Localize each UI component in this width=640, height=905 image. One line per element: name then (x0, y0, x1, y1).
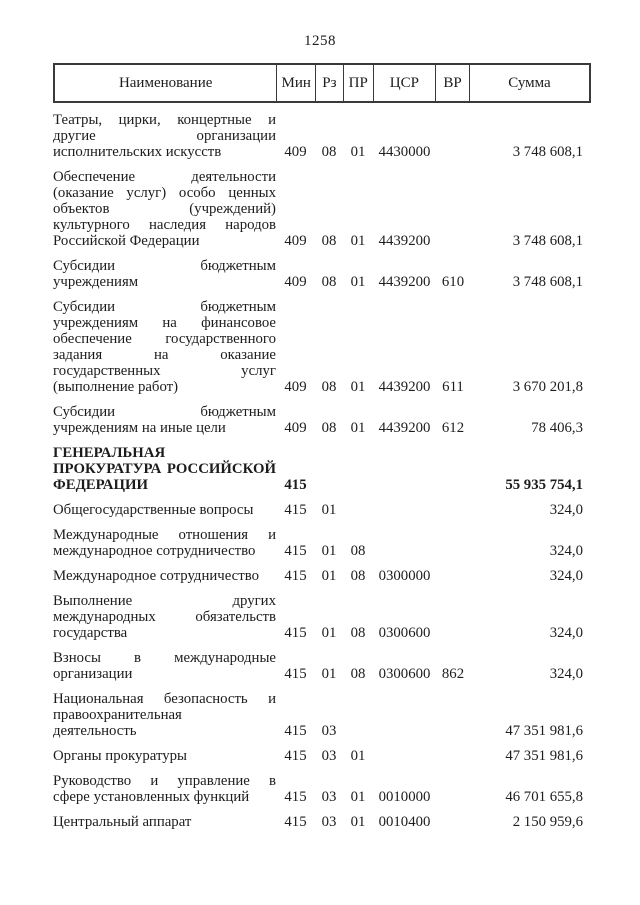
row-pr: 01 (350, 274, 366, 290)
row-rz: 03 (321, 814, 337, 830)
row-name-line: учреждениям на иные цели (53, 420, 226, 436)
row-min: 409 (284, 144, 307, 160)
row-pr: 01 (350, 814, 366, 830)
row-name (53, 593, 276, 641)
row-min: 415 (284, 568, 307, 584)
row-vr: 611 (442, 379, 464, 395)
row-rz: 01 (321, 625, 337, 641)
row-sum: 3 748 608,1 (512, 233, 583, 249)
row-name-line: Органы прокуратуры (53, 748, 187, 764)
row-sum: 55 935 754,1 (505, 477, 583, 493)
table-row (53, 691, 591, 739)
row-name-line: исполнительских искусств (53, 144, 222, 160)
row-pr: 08 (350, 666, 366, 682)
row-name-line: Субсидии бюджетным (53, 299, 276, 315)
row-sum: 2 150 959,6 (512, 814, 583, 830)
row-sum: 46 701 655,8 (505, 789, 583, 805)
row-pr: 01 (350, 420, 366, 436)
row-name (53, 650, 276, 682)
row-name-line: Субсидии бюджетным (53, 258, 276, 274)
row-csr: 0010000 (378, 789, 431, 805)
table-row (53, 568, 591, 584)
row-name-line: Руководство и управление в (53, 773, 276, 789)
column-header-sum: Сумма (469, 65, 589, 101)
row-csr: 4439200 (378, 274, 431, 290)
row-name-line: Выполнение других (53, 593, 276, 609)
row-name-line: культурного наследия народов (53, 217, 276, 233)
row-name-line: Театры, цирки, концертные и (53, 112, 276, 128)
table-row (53, 299, 591, 395)
row-name-line: учреждениям (53, 274, 139, 290)
table-row (53, 258, 591, 290)
table-row (53, 445, 591, 493)
row-name-line: объектов (учреждений) (53, 201, 276, 217)
row-name-line: международных обязательств (53, 609, 276, 625)
row-name (53, 112, 276, 160)
row-name-line: Международное сотрудничество (53, 568, 259, 584)
row-rz: 08 (321, 233, 337, 249)
row-name (53, 169, 276, 249)
column-header-name: Наименование (118, 74, 213, 91)
row-min: 415 (284, 723, 307, 739)
row-min: 409 (284, 233, 307, 249)
row-name-line: государства (53, 625, 128, 641)
table-row (53, 748, 591, 764)
row-sum: 324,0 (549, 625, 583, 641)
row-name-line: Центральный аппарат (53, 814, 192, 830)
row-rz: 08 (321, 420, 337, 436)
row-pr: 01 (350, 748, 366, 764)
row-name-line: международное сотрудничество (53, 543, 256, 559)
row-vr: 610 (441, 274, 465, 290)
row-name (53, 502, 276, 518)
row-min: 409 (284, 420, 307, 436)
row-csr: 0300600 (378, 625, 431, 641)
row-name-line: обеспечение государственного (53, 331, 276, 347)
table-body (53, 112, 591, 830)
column-header-vr: ВР (435, 65, 469, 101)
row-name (53, 258, 276, 290)
row-name-line: Субсидии бюджетным (53, 404, 276, 420)
row-csr: 4430000 (378, 144, 431, 160)
row-name (53, 748, 276, 764)
table-row (53, 502, 591, 518)
table-row (53, 773, 591, 805)
row-name-line: государственных услуг (53, 363, 276, 379)
row-pr: 08 (350, 543, 366, 559)
row-min: 415 (284, 666, 307, 682)
row-name (53, 527, 276, 559)
table-row (53, 650, 591, 682)
row-rz: 08 (321, 144, 337, 160)
row-name (53, 773, 276, 805)
row-csr: 0010400 (378, 814, 431, 830)
row-name-line: Международные отношения и (53, 527, 276, 543)
row-name-line: Взносы в международные (53, 650, 276, 666)
row-pr: 08 (350, 568, 366, 584)
row-pr: 01 (350, 144, 366, 160)
column-header-min: Мин (276, 65, 315, 101)
row-min: 415 (284, 814, 307, 830)
row-sum: 324,0 (549, 502, 583, 518)
row-name (53, 691, 276, 739)
row-name-line: ПРОКУРАТУРА РОССИЙСКОЙ (53, 461, 276, 477)
row-min: 415 (284, 477, 307, 493)
row-name (53, 568, 276, 584)
row-name-line: Российской Федерации (53, 233, 200, 249)
row-sum: 324,0 (549, 568, 583, 584)
table-row (53, 593, 591, 641)
row-vr: 612 (441, 420, 465, 436)
row-name-line: ГЕНЕРАЛЬНАЯ (53, 445, 166, 461)
row-pr: 01 (350, 789, 366, 805)
row-name-line: (оказание услуг) особо ценных (53, 185, 276, 201)
table-row (53, 169, 591, 249)
row-csr: 4439200 (378, 420, 431, 436)
row-name-line: правоохранительная (53, 707, 182, 723)
row-name (53, 814, 276, 830)
row-rz: 01 (321, 568, 337, 584)
column-header-rz: Рз (315, 65, 343, 101)
row-name-line: Обеспечение деятельности (53, 169, 276, 185)
row-pr: 01 (350, 379, 366, 395)
row-sum: 3 748 608,1 (512, 144, 583, 160)
table-header-row (53, 63, 591, 103)
row-rz: 08 (321, 274, 337, 290)
row-min: 415 (284, 502, 307, 518)
table-row (53, 814, 591, 830)
row-csr: 4439200 (378, 233, 431, 249)
row-name-line: Общегосударственные вопросы (53, 502, 254, 518)
column-header-csr: ЦСР (373, 65, 436, 101)
row-sum: 3 748 608,1 (512, 274, 583, 290)
row-name-line: деятельность (53, 723, 137, 739)
row-name-line: ФЕДЕРАЦИИ (53, 477, 148, 493)
row-rz: 03 (321, 748, 337, 764)
table-row (53, 404, 591, 436)
row-rz: 01 (321, 543, 337, 559)
row-vr: 862 (441, 666, 465, 682)
row-rz: 03 (321, 789, 337, 805)
row-sum: 47 351 981,6 (505, 723, 583, 739)
row-csr: 4439200 (378, 379, 431, 395)
row-rz: 01 (321, 666, 337, 682)
row-sum: 324,0 (549, 543, 583, 559)
row-rz: 01 (321, 502, 337, 518)
row-name-line: сфере установленных функций (53, 789, 250, 805)
row-name-line: учреждениям на финансовое (53, 315, 276, 331)
page-number: 1258 (304, 33, 336, 49)
row-min: 409 (284, 274, 307, 290)
column-header-pr: ПР (343, 65, 373, 101)
row-name (53, 299, 276, 395)
row-pr: 08 (350, 625, 366, 641)
row-name-line: Национальная безопасность и (53, 691, 276, 707)
row-min: 409 (284, 379, 307, 395)
row-pr: 01 (350, 233, 366, 249)
row-rz: 08 (321, 379, 337, 395)
table-row (53, 527, 591, 559)
row-sum: 3 670 201,8 (512, 379, 583, 395)
row-min: 415 (284, 543, 307, 559)
table-row (53, 112, 591, 160)
row-csr: 0300000 (378, 568, 431, 584)
row-sum: 78 406,3 (531, 420, 583, 436)
row-sum: 47 351 981,6 (505, 748, 583, 764)
row-name-line: другие организации (53, 128, 276, 144)
row-sum: 324,0 (549, 666, 583, 682)
row-csr: 0300600 (378, 666, 431, 682)
row-name (53, 445, 276, 493)
row-rz: 03 (321, 723, 337, 739)
budget-table (53, 63, 591, 830)
row-name-line: задания на оказание (53, 347, 276, 363)
row-min: 415 (284, 748, 307, 764)
row-name-line: организации (53, 666, 133, 682)
row-name-line: (выполнение работ) (53, 379, 179, 395)
row-min: 415 (284, 625, 307, 641)
row-name (53, 404, 276, 436)
row-min: 415 (284, 789, 307, 805)
